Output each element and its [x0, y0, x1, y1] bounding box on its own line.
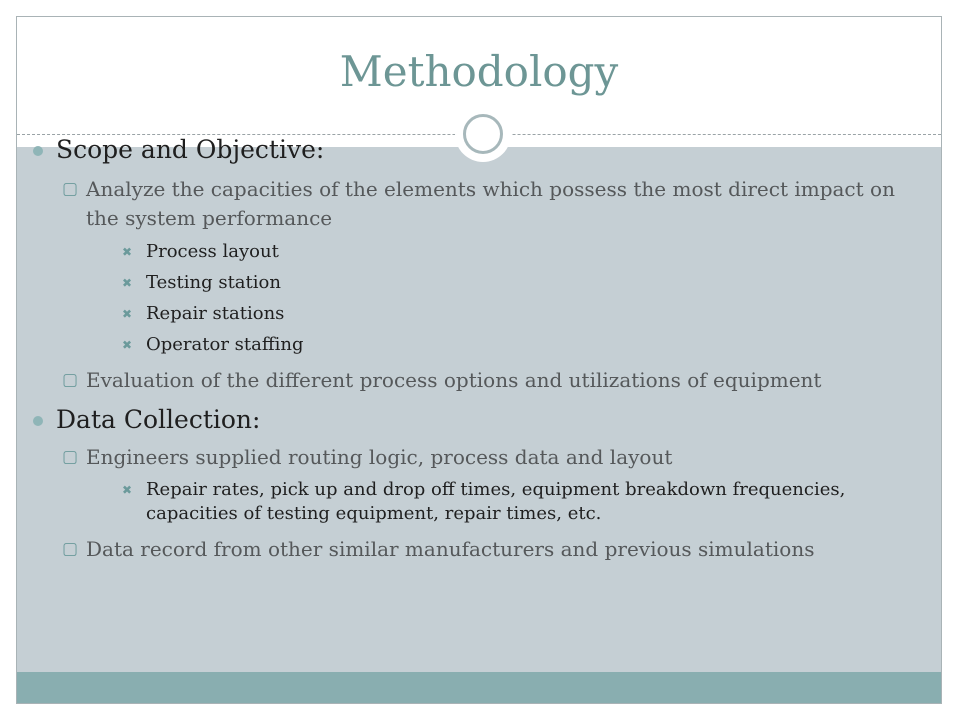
sub-list-item [30, 302, 910, 326]
sub-list-item-text: Repair rates, pick up and drop off times, equipment breakdown frequencies, capacities of testing equipment, repair times, etc. [146, 479, 846, 524]
slide-title: Methodology [339, 47, 619, 96]
bullet-icon [33, 146, 43, 156]
x-bullet-icon: ✖ [122, 276, 133, 290]
slide-content [30, 135, 910, 564]
x-bullet-icon: ✖ [122, 338, 133, 352]
sub-list-item-text: Repair stations [146, 303, 285, 324]
square-bullet-icon: ▢ [62, 539, 79, 559]
footer-band [17, 672, 941, 704]
square-bullet-icon: ▢ [62, 179, 79, 199]
sub-list-item-text: Operator staffing [146, 334, 304, 355]
x-bullet-icon: ✖ [122, 245, 133, 259]
section-heading [30, 405, 910, 435]
list-item-text: Data record from other similar manufacturers and previous simulations [86, 537, 815, 561]
sub-list-item-text: Testing station [146, 272, 281, 293]
list-item-text: Evaluation of the different process options and utilizations of equipment [86, 368, 822, 392]
list-item-text: Analyze the capacities of the elements which possess the most direct impact on the system performance [86, 177, 895, 230]
section-heading-text: Scope and Objective: [56, 135, 325, 164]
sub-list-item [30, 271, 910, 295]
square-bullet-icon: ▢ [62, 370, 79, 390]
list-item [30, 443, 910, 472]
x-bullet-icon: ✖ [122, 307, 133, 321]
sub-list-item [30, 240, 910, 264]
sub-list-item [30, 333, 910, 357]
bullet-icon [33, 416, 43, 426]
x-bullet-icon: ✖ [122, 483, 133, 497]
list-item [30, 175, 910, 233]
sub-list-item-text: Process layout [146, 241, 279, 262]
sub-list-item [30, 478, 910, 526]
list-item-text: Engineers supplied routing logic, process data and layout [86, 445, 673, 469]
section-heading-text: Data Collection: [56, 405, 261, 434]
list-item [30, 366, 910, 395]
list-item [30, 535, 910, 564]
square-bullet-icon: ▢ [62, 447, 79, 467]
section-heading [30, 135, 910, 165]
